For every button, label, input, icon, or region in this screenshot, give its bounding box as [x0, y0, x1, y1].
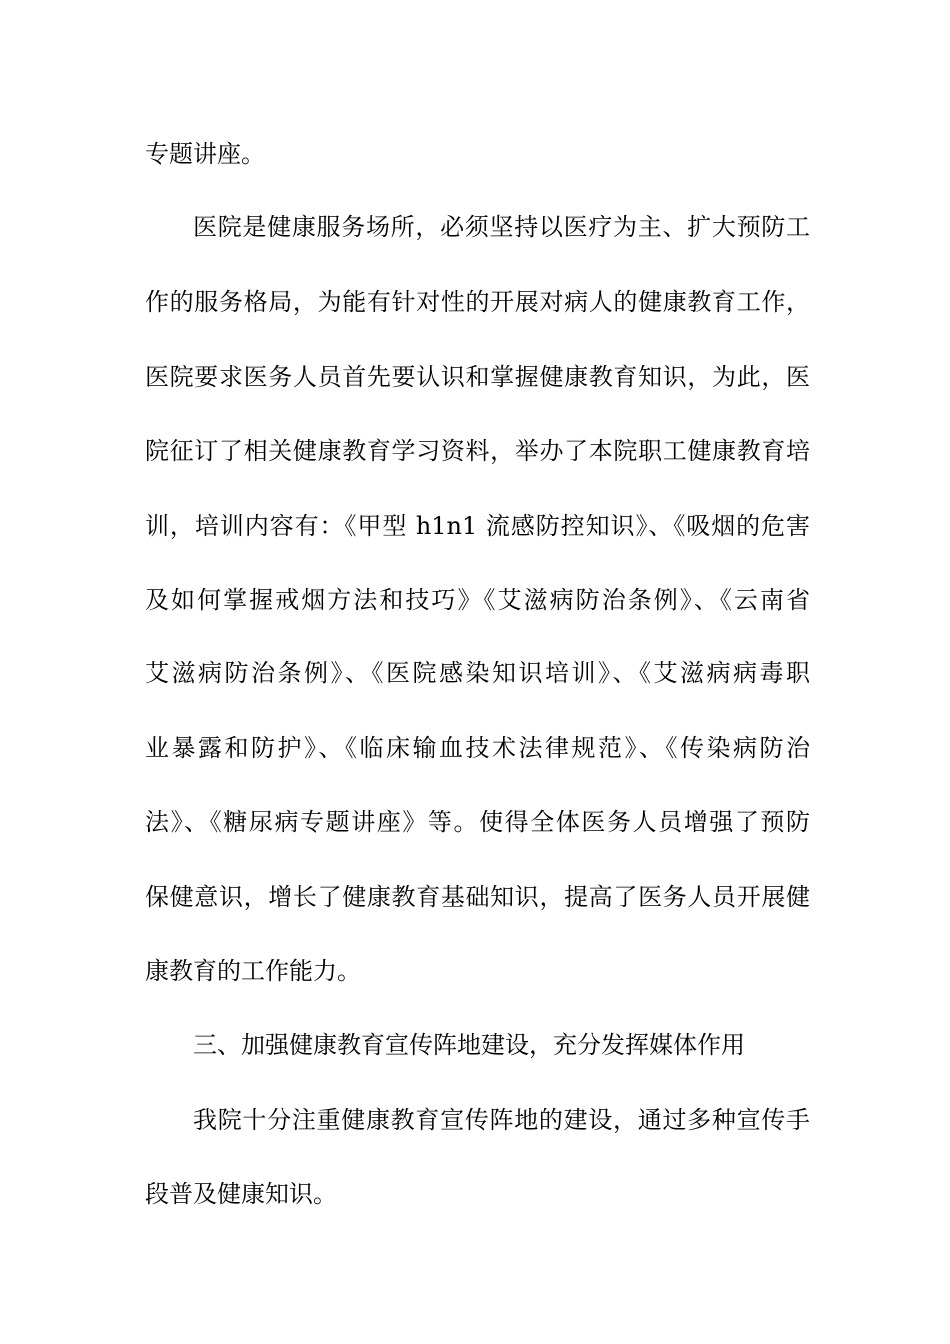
paragraph-line: 作的服务格局，为能有针对性的开展对病人的健康教育工作， [145, 288, 810, 316]
paragraph-line: 训，培训内容有：《甲型 h1n1 流感防控知识》、《吸烟的危害 [145, 512, 810, 540]
paragraph-line: 专题讲座。 [145, 140, 265, 168]
paragraph-line: 艾滋病防治条例》、《医院感染知识培训》、《艾滋病病毒职 [145, 659, 810, 687]
paragraph-line: 及如何掌握戒烟方法和技巧》《艾滋病防治条例》、《云南省 [145, 586, 810, 614]
paragraph-line: 保健意识，增长了健康教育基础知识，提高了医务人员开展健 [145, 883, 810, 911]
paragraph-line: 医院是健康服务场所，必须坚持以医疗为主、扩大预防工 [193, 213, 810, 241]
paragraph-line: 业暴露和防护》、《临床输血技术法律规范》、《传染病防治 [145, 734, 810, 762]
paragraph-line: 康教育的工作能力。 [145, 957, 361, 985]
paragraph-line: 法》、《糖尿病专题讲座》等。使得全体医务人员增强了预防 [145, 808, 810, 836]
paragraph-line: 段普及健康知识。 [145, 1180, 337, 1208]
paragraph-line: 医院要求医务人员首先要认识和掌握健康教育知识，为此，医 [145, 363, 810, 391]
paragraph-line: 院征订了相关健康教育学习资料，举办了本院职工健康教育培 [145, 437, 810, 465]
section-heading: 三、加强健康教育宣传阵地建设，充分发挥媒体作用 [193, 1031, 745, 1059]
paragraph-line: 我院十分注重健康教育宣传阵地的建设，通过多种宣传手 [193, 1106, 810, 1134]
